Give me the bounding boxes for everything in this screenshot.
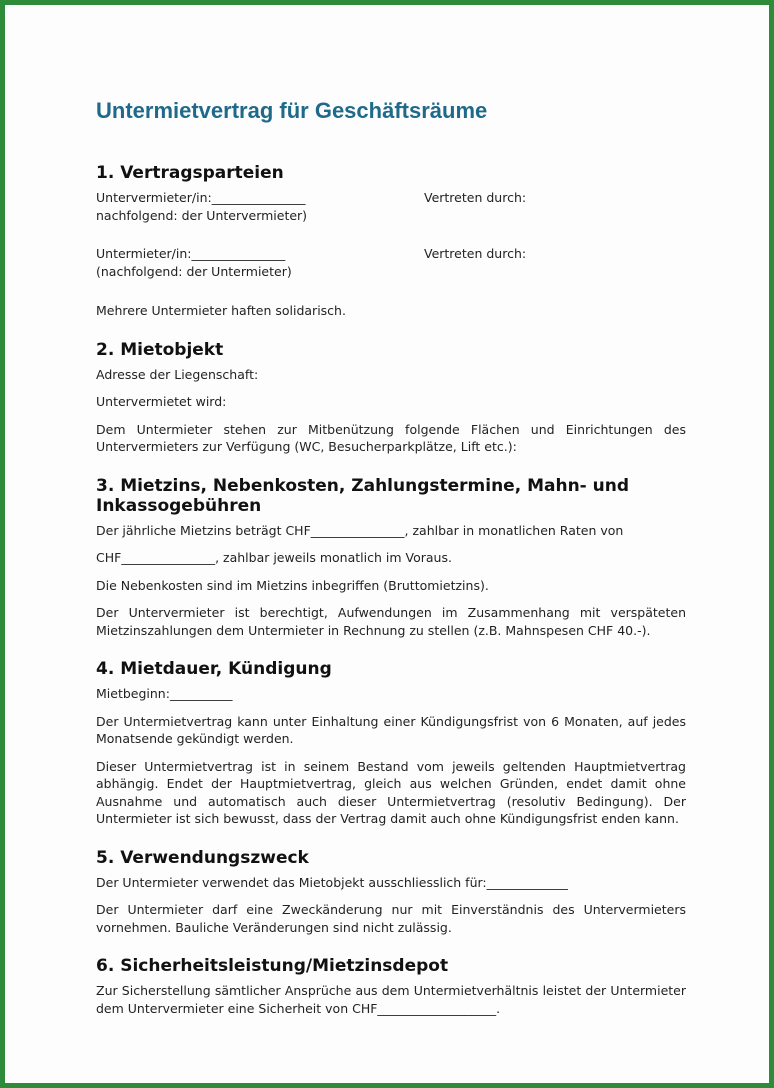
mitbenuetzung-text: Dem Untermieter stehen zur Mitbenützung folgende Flächen und Einrichtungen des Untervermieters zur Verfügung (WC, Besucherparkplätze, Lift etc.): xyxy=(96,421,686,454)
verwendung-text: Der Untermieter verwendet das Mietobjekt ausschliesslich für:_____________ xyxy=(96,874,568,890)
untervermieter-row xyxy=(96,189,686,224)
untermieter-block xyxy=(96,245,424,280)
section-heading: 3. Mietzins, Nebenkosten, Zahlungstermine, Mahn- und Inkassogebühren xyxy=(96,475,630,516)
section-mietobjekt xyxy=(96,340,686,456)
untermieter-note: (nachfolgend: der Untermieter) xyxy=(96,263,292,279)
section-mietdauer xyxy=(96,659,686,828)
nebenkosten-text: Die Nebenkosten sind im Mietzins inbegriffen (Bruttomietzins). xyxy=(96,577,489,593)
zweckaenderung-text: Der Untermieter darf eine Zweckänderung nur mit Einverständnis des Untervermieters vornehmen. Bauliche Veränderungen sind nicht zulässig. xyxy=(96,902,686,935)
section-sicherheitsleistung xyxy=(96,956,686,1017)
bestand-text: Dieser Untermietvertrag ist in seinem Bestand vom jeweils geltenden Hauptmietvertrag abhängig. Endet der Hauptmietvertrag, gleich aus welchen Gründen, endet damit ohne Ausnahme und automatisch auch dieser Untermietvertrag (resolutiv Bedingung). Der Untermieter ist sich bewusst, dass der Vertrag damit auch ohne Kündigungsfrist enden kann. xyxy=(96,758,686,826)
document-page xyxy=(96,96,686,1027)
section-heading: 4. Mietdauer, Kündigung xyxy=(96,659,332,679)
untervermieter-block xyxy=(96,189,424,224)
sicherstellung-text: Zur Sicherstellung sämtlicher Ansprüche aus dem Untermietverhältnis leistet der Untermieter dem Untervermieter eine Sicherheit von CHF___________________. xyxy=(96,983,686,1016)
kuendigung-text: Der Untermietvertrag kann unter Einhaltung einer Kündigungsfrist von 6 Monaten, auf jedes Monatsende gekündigt werden. xyxy=(96,713,686,746)
untervermieter-vertreten: Vertreten durch: xyxy=(424,190,527,205)
untermieter-vertreten: Vertreten durch: xyxy=(424,246,527,261)
aufwendungen-text: Der Untervermieter ist berechtigt, Aufwendungen im Zusammenhang mit verspäteten Mietzinszahlungen dem Untermieter in Rechnung zu stellen (z.B. Mahnspesen CHF 40.-). xyxy=(96,605,686,638)
section-heading: 1. Vertragsparteien xyxy=(96,163,284,183)
untervermieter-field: Untervermieter/in:_______________ xyxy=(96,190,306,205)
section-heading: 2. Mietobjekt xyxy=(96,339,224,360)
section-verwendungszweck xyxy=(96,848,686,937)
adresse-text: Adresse der Liegenschaft: xyxy=(96,366,259,382)
section-heading: 5. Verwendungszweck xyxy=(96,847,309,868)
section-mietzins xyxy=(96,476,686,640)
untervermieter-note: nachfolgend: der Untervermieter) xyxy=(96,207,308,223)
mietzins-text: Der jährliche Mietzins beträgt CHF_______________, zahlbar in monatlichen Raten von xyxy=(96,522,624,538)
solidarisch-text: Mehrere Untermieter haften solidarisch. xyxy=(96,303,346,318)
section-vertragsparteien xyxy=(96,163,686,320)
mietbeginn-text: Mietbeginn:__________ xyxy=(96,686,233,701)
untermieter-field: Untermieter/in:_______________ xyxy=(96,246,286,261)
document-title: Untermietvertrag für Geschäftsräume xyxy=(96,98,488,123)
untervermietet-text: Untervermietet wird: xyxy=(96,394,227,409)
raten-text: CHF_______________, zahlbar jeweils monatlich im Voraus. xyxy=(96,550,452,565)
untermieter-row xyxy=(96,245,686,280)
section-heading: 6. Sicherheitsleistung/Mietzinsdepot xyxy=(96,956,449,976)
